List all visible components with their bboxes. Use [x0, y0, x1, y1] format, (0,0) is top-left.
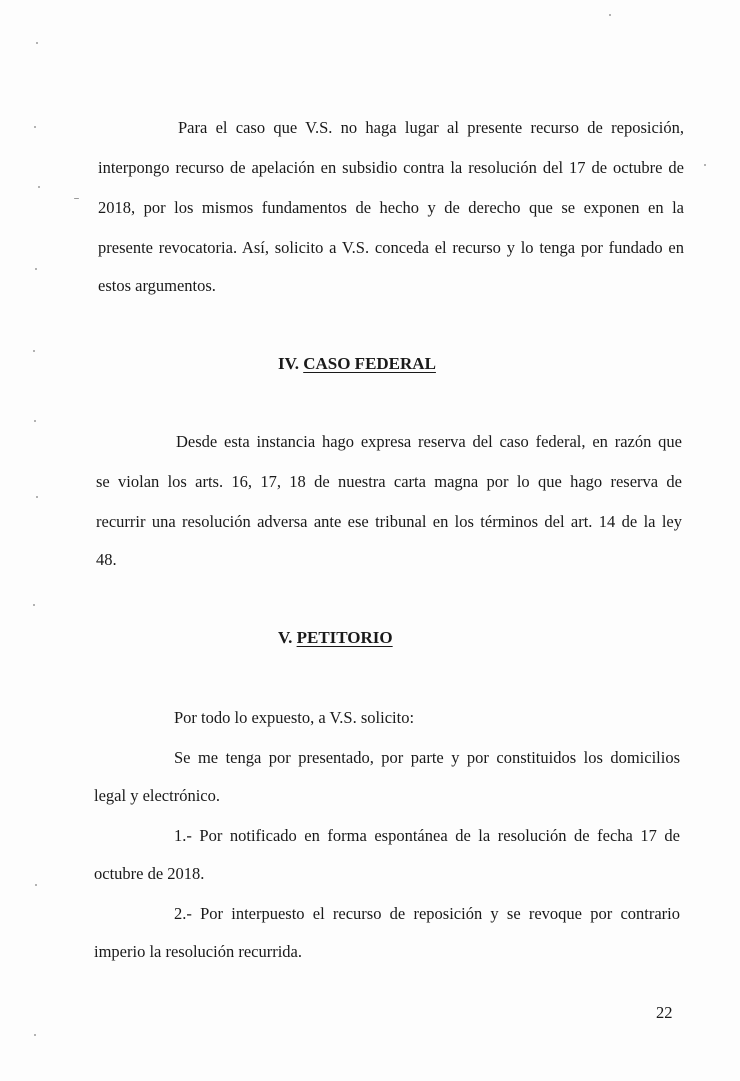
text-line: 48.: [96, 550, 117, 569]
scan-speck: [38, 186, 40, 188]
scan-speck: [609, 14, 611, 16]
petitorio-item: 2.- Por interpuesto el recurso de reposición y se revoque por contrario: [174, 904, 680, 923]
scan-speck: [34, 420, 36, 422]
petitorio-item: Se me tenga por presentado, por parte y por constituidos los domicilios: [174, 748, 680, 767]
text-line: Para el caso que V.S. no haga lugar al presente recurso de reposición,: [178, 118, 684, 137]
scan-speck: [704, 164, 706, 166]
page-number: 22: [656, 1003, 673, 1022]
scan-speck: [35, 884, 37, 886]
petitorio-item: legal y electrónico.: [94, 786, 220, 805]
scan-speck: [33, 604, 35, 606]
scan-speck: [36, 42, 38, 44]
scan-speck: [34, 1034, 36, 1036]
scan-speck: [74, 198, 79, 199]
petitorio-item: imperio la resolución recurrida.: [94, 942, 302, 961]
scan-speck: [35, 268, 37, 270]
petitorio-item: 1.- Por notificado en forma espontánea de la resolución de fecha 17 de: [174, 826, 680, 845]
scan-speck: [34, 126, 36, 128]
text-line: interpongo recurso de apelación en subsidio contra la resolución del 17 de octubre de: [98, 158, 684, 177]
section-number: IV.: [278, 354, 299, 373]
text-line: recurrir una resolución adversa ante ese tribunal en los términos del art. 14 de la ley: [96, 512, 682, 531]
text-line: 2018, por los mismos fundamentos de hecho y de derecho que se exponen en la: [98, 198, 684, 217]
scan-speck: [36, 496, 38, 498]
text-line: estos argumentos.: [98, 276, 216, 295]
text-line: presente revocatoria. Así, solicito a V.S. conceda el recurso y lo tenga por fundado en: [98, 238, 684, 257]
petitorio-item: octubre de 2018.: [94, 864, 205, 883]
petitorio-intro: Por todo lo expuesto, a V.S. solicito:: [174, 708, 415, 727]
text-line: Desde esta instancia hago expresa reserva del caso federal, en razón que: [176, 432, 682, 451]
section-title: CASO FEDERAL: [303, 354, 436, 373]
section-heading-petitorio: [278, 628, 393, 648]
section-heading-caso-federal: [278, 354, 436, 374]
section-title: PETITORIO: [296, 628, 393, 647]
text-line: se violan los arts. 16, 17, 18 de nuestra carta magna por lo que hago reserva de: [96, 472, 682, 491]
section-number: V.: [278, 628, 293, 647]
scan-speck: [33, 350, 35, 352]
